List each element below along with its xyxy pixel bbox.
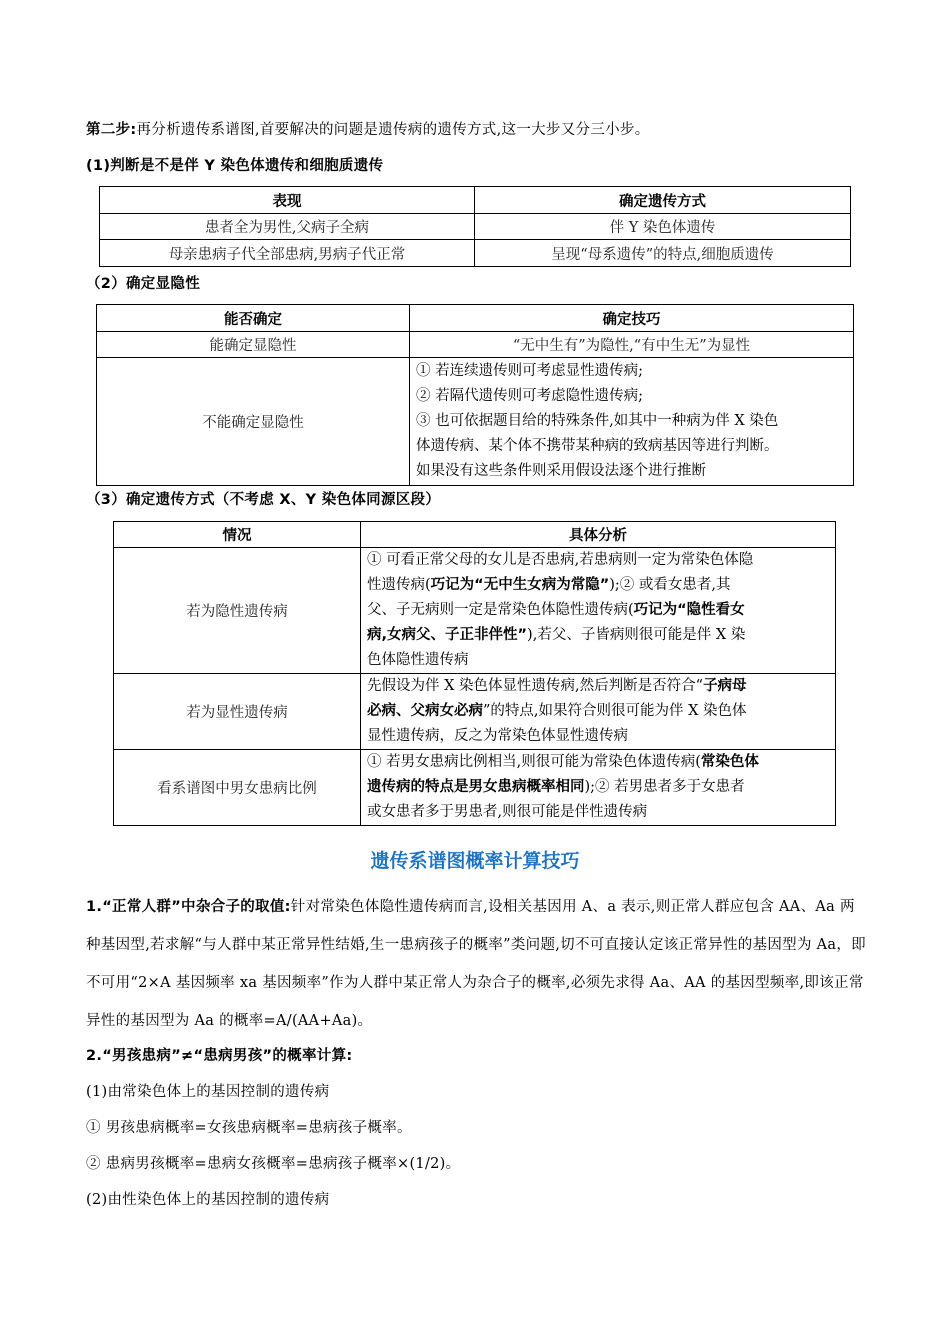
analysis-text: ),若父、子皆病则很可能是伴 X 染 [527,627,746,643]
table-cell: 呈现“母系遗传”的特点,细胞质遗传 [475,240,851,267]
section2-heading: （2）确定显隐性 [86,276,200,292]
table-header: 具体分析 [361,522,836,548]
table-cell: 伴 Y 染色体遗传 [475,214,851,240]
table-cell: 不能确定显隐性 [97,358,410,486]
analysis-line [367,623,829,648]
table-row [114,750,836,826]
table-header: 确定技巧 [410,305,854,332]
table-cell [361,548,836,674]
analysis-text: ① 若男女患病比例相当,则很可能为常染色体遗传病( [367,754,701,770]
paragraph-text: 针对常染色体隐性遗传病而言,设相关基因用 A、a 表示,则正常人群应包含 AA、Aa 两种基因型,若求解“与人群中某正常异性结婚,生一患病孩子的概率”类问题,切不可直接认定该正常异性的基因型为 Aa，即不可用“2×A 基因频率 xa 基因频率”作为人群中某正常人为杂合子的概率,必须先求得 Aa、AA 的基因型频率,即该正常异性的基因型为 Aa 的概率=A/(AA+Aa)。 [86,899,866,1029]
mnemonic-text: 遗传病的特点是男女患病概率相同 [367,779,585,795]
table-cell [410,358,854,486]
table-row [97,332,854,358]
technique-line: ① 若连续遗传则可考虑显性遗传病; [416,363,643,379]
table-cell: 患者全为男性,父病子全病 [100,214,475,240]
paragraph-heterozygote [86,888,866,1040]
analysis-text: );② 或看女患者,其 [609,577,731,593]
mnemonic-text: 必病、父病女必病 [367,703,483,719]
table-header: 情况 [114,522,361,548]
table-cell [361,674,836,750]
analysis-text: 父、子无病则一定是常染色体隐性遗传病( [367,602,634,618]
mnemonic-text: 巧记为“无中生女病为常隐” [430,577,610,593]
analysis-text: 先假设为伴 X 染色体显性遗传病,然后判断是否符合“ [367,678,704,694]
technique-line: 体遗传病、某个体不携带某种病的致病基因等进行判断。 [416,438,779,454]
mnemonic-text: 巧记为“隐性看女 [633,602,745,618]
analysis-line: ① 可看正常父母的女儿是否患病,若患病则一定为常染色体隐 [367,552,754,568]
table-row [100,240,851,267]
section3-table [113,521,836,826]
analysis-line [367,674,829,699]
table-cell: 能确定显隐性 [97,332,410,358]
mnemonic-text: 病,女病父、子正非伴性” [367,627,528,643]
technique-line: ② 若隔代遗传则可考虑隐性遗传病; [416,388,643,404]
analysis-line [367,598,829,623]
paragraph2-line: ② 患病男孩概率=患病女孩概率=患病孩子概率×(1/2)。 [86,1156,461,1172]
step2-line [86,118,650,139]
paragraph2-line: (1)由常染色体上的基因控制的遗传病 [86,1084,330,1100]
analysis-text: ”的特点,如果符合则很可能为伴 X 染色体 [483,703,747,719]
table-row [114,548,836,674]
table-cell: 看系谱图中男女患病比例 [114,750,361,826]
technique-line: ③ 也可依据题目给的特殊条件,如其中一种病为伴 X 染色 [416,413,779,429]
mnemonic-text: 子病母 [703,678,747,694]
table-cell: 母亲患病子代全部患病,男病子代正常 [100,240,475,267]
table-header: 确定遗传方式 [475,187,851,214]
table-cell: “无中生有”为隐性,“有中生无”为显性 [410,332,854,358]
section1-heading: (1)判断是不是伴 Y 染色体遗传和细胞质遗传 [86,158,384,174]
analysis-line [367,573,829,598]
table-header: 表现 [100,187,475,214]
table-row [97,358,854,486]
section3-heading: （3）确定遗传方式（不考虑 X、Y 染色体同源区段） [86,492,441,508]
analysis-line [367,699,829,724]
paragraph-label: 1.“正常人群”中杂合子的取值: [86,899,291,915]
analysis-line: 色体隐性遗传病 [367,652,469,668]
section2-table [96,304,854,486]
analysis-text: 性遗传病( [367,577,431,593]
analysis-line [367,775,829,800]
mnemonic-text: 常染色体 [700,754,759,770]
table-cell [361,750,836,826]
technique-line: 如果没有这些条件则采用假设法逐个进行推断 [416,463,706,479]
analysis-line [367,750,829,775]
table-cell: 若为隐性遗传病 [114,548,361,674]
paragraph2-heading: 2.“男孩患病”≠“患病男孩”的概率计算: [86,1048,353,1064]
table-cell: 若为显性遗传病 [114,674,361,750]
table-row [114,674,836,750]
step2-label: 第二步: [86,122,137,138]
analysis-line: 显性遗传病，反之为常染色体显性遗传病 [367,728,628,744]
section-title: 遗传系谱图概率计算技巧 [370,850,580,872]
paragraph2-line: (2)由性染色体上的基因控制的遗传病 [86,1192,330,1208]
step2-text: 再分析遗传系谱图,首要解决的问题是遗传病的遗传方式,这一大步又分三小步。 [136,122,650,138]
table-header: 能否确定 [97,305,410,332]
table-row [100,214,851,240]
analysis-line: 或女患者多于男患者,则很可能是伴性遗传病 [367,804,648,820]
section1-table [99,186,851,267]
analysis-text: );② 若男患者多于女患者 [584,779,745,795]
paragraph2-line: ① 男孩患病概率=女孩患病概率=患病孩子概率。 [86,1120,412,1136]
